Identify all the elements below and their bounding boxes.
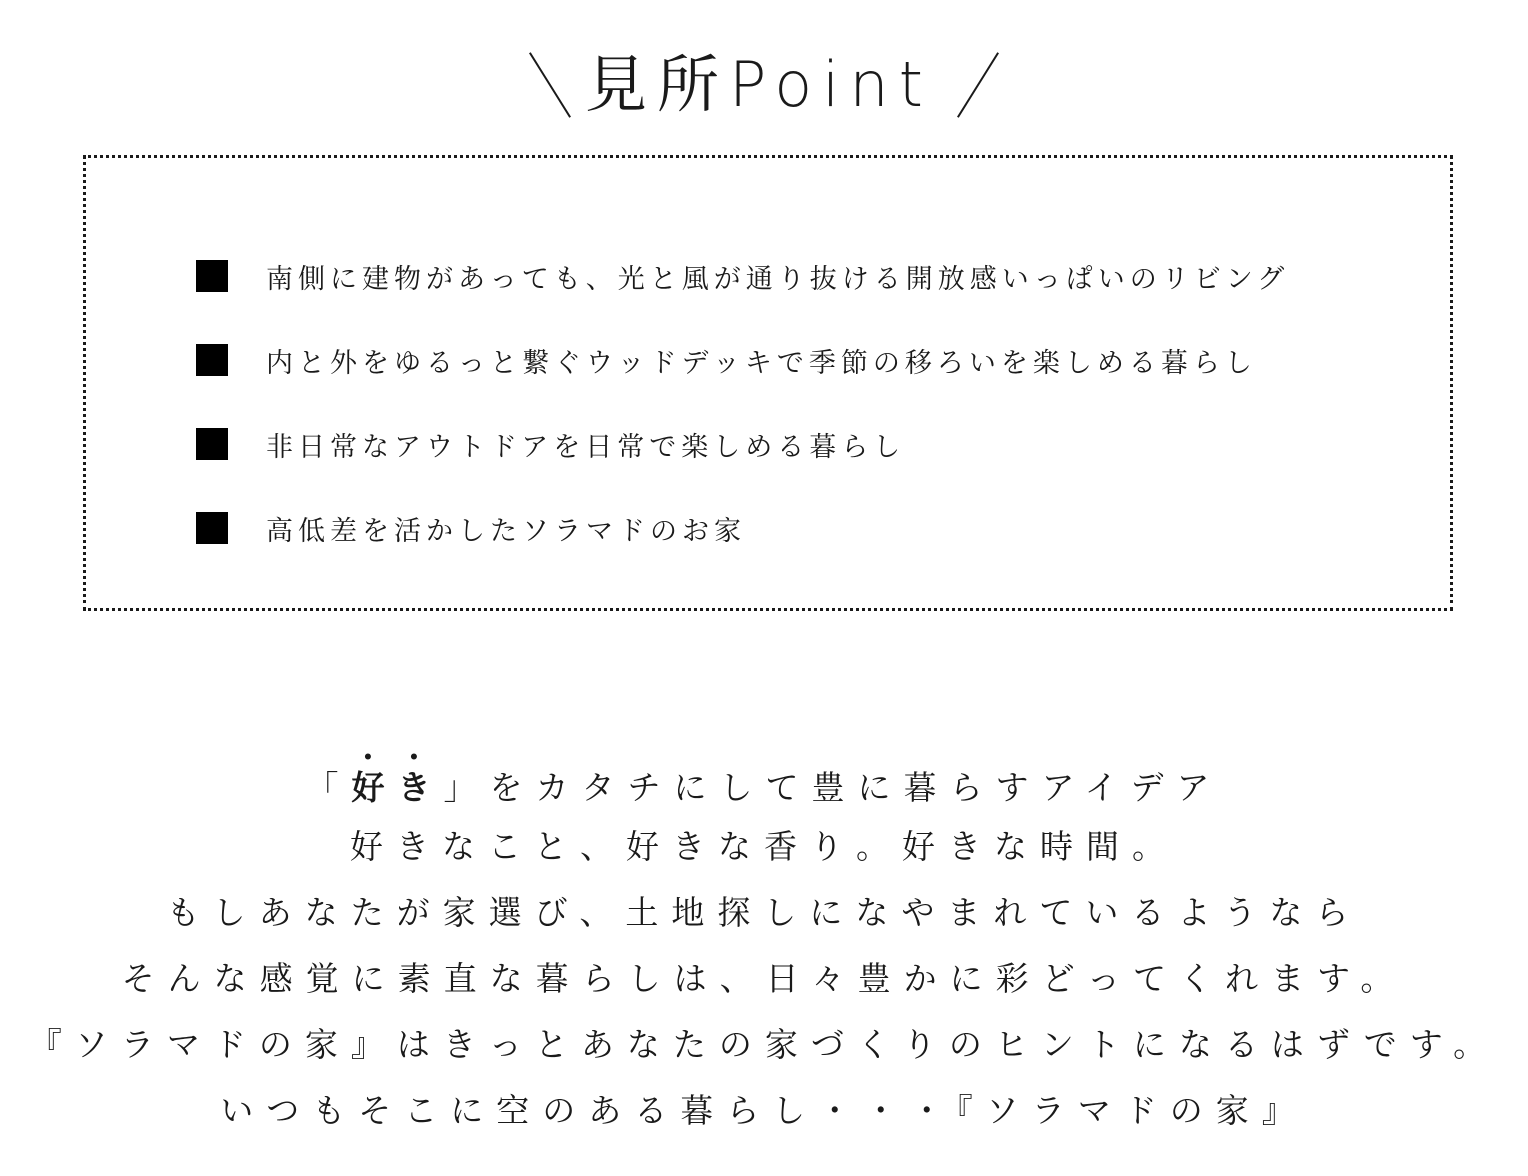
square-bullet-icon (196, 512, 228, 544)
point-item (196, 486, 1289, 570)
points-box (83, 155, 1453, 611)
message-line: 好きなこと、好きな香り。好きな時間。 (350, 827, 1178, 866)
headline-rest: 」をカタチにして豊に暮らすアイデア (443, 768, 1223, 807)
point-item (196, 318, 1289, 402)
points-list (196, 234, 1289, 570)
heading-right-slash (957, 52, 999, 118)
point-text: 南側に建物があっても、光と風が通り抜ける開放感いっぱいのリビング (266, 263, 1290, 295)
square-bullet-icon (196, 344, 228, 376)
headline-emphasis: 好き (351, 768, 444, 807)
message-line: そんな感覚に素直な暮らしは、日々豊かに彩どってくれます。 (121, 959, 1407, 998)
point-text: 内と外をゆるっと繋ぐウッドデッキで季節の移ろいを楽しめる暮らし (266, 347, 1257, 379)
point-text: 非日常なアウトドアを日常で楽しめる暮らし (266, 431, 906, 463)
headline-open-bracket: 「 (305, 768, 352, 807)
message-line: もしあなたが家選び、土地探しになやまれているようなら (166, 893, 1362, 932)
section-heading (0, 40, 1528, 130)
square-bullet-icon (196, 260, 228, 292)
point-item (196, 234, 1289, 318)
point-item (196, 402, 1289, 486)
message-line: 『ソラマドの家』はきっとあなたの家づくりのヒントになるはずです。 (28, 1025, 1500, 1064)
message-headline (0, 748, 1528, 814)
point-text: 高低差を活かしたソラマドのお家 (266, 515, 746, 547)
heading-left-slash (529, 52, 571, 118)
heading-title: 見所Point (585, 48, 933, 121)
message-line: いつもそこに空のある暮らし・・・『ソラマドの家』 (220, 1091, 1308, 1130)
square-bullet-icon (196, 428, 228, 460)
message-block (0, 748, 1528, 1144)
